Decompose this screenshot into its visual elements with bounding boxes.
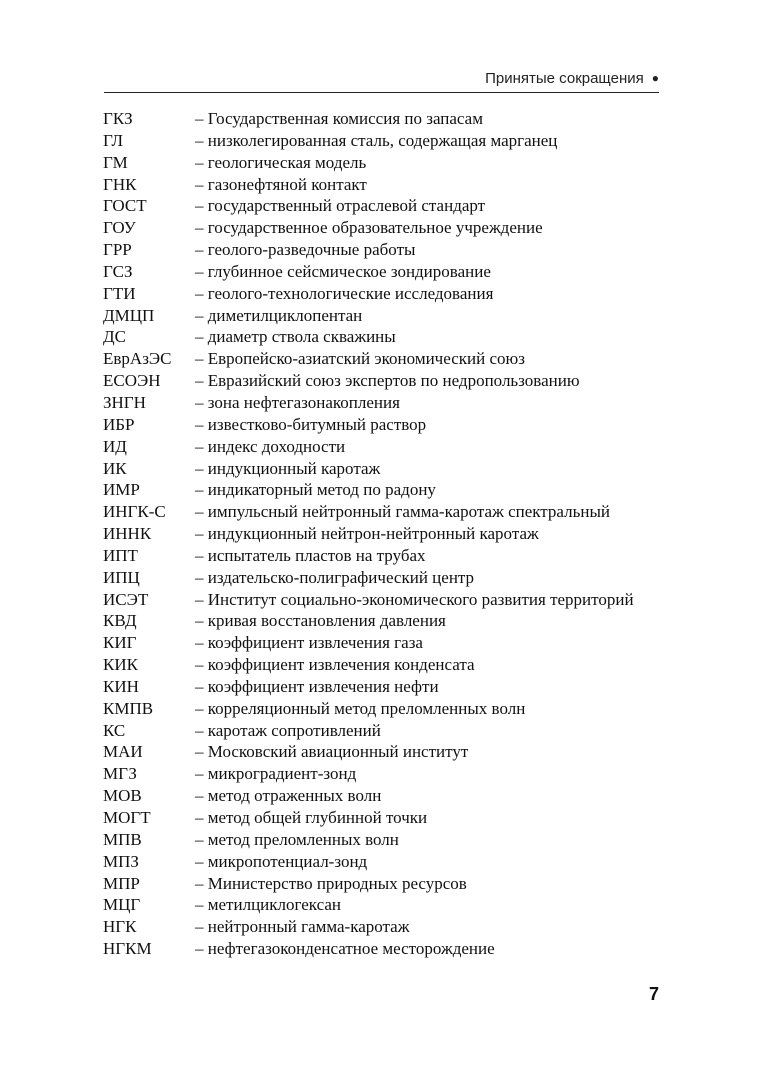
abbreviation-term: ИМР — [103, 480, 140, 500]
abbreviation-term: КМПВ — [103, 698, 154, 718]
abbreviation-definition: – геолого-технологические исследования — [195, 283, 494, 303]
abbreviation-definition: – Евразийский союз экспертов по недропользованию — [195, 371, 580, 391]
abbreviation-term: ЗНГН — [103, 392, 146, 412]
abbreviation-definition: – Институт социально-экономического развития территорий — [195, 589, 634, 609]
abbreviation-row — [103, 589, 673, 611]
abbreviation-term: НГКМ — [103, 939, 152, 959]
abbreviation-term: ЕСОЭН — [103, 371, 161, 391]
abbreviation-definition: – метод общей глубинной точки — [195, 808, 428, 827]
running-header-title: Принятые сокращения — [485, 70, 644, 87]
abbreviation-definition: – метод отраженных волн — [195, 786, 382, 806]
abbreviation-row — [103, 654, 673, 676]
abbreviation-row — [103, 479, 673, 501]
abbreviation-definition: – диметилциклопентан — [195, 305, 363, 325]
abbreviation-definition: – индикаторный метод по радону — [195, 480, 436, 500]
abbreviation-term: ДС — [103, 327, 126, 347]
abbreviation-term: МПЗ — [103, 851, 139, 871]
abbreviation-definition: – испытатель пластов на трубах — [195, 545, 426, 565]
abbreviation-row — [103, 501, 673, 523]
abbreviation-term: ИННК — [103, 524, 152, 544]
abbreviation-definition: – импульсный нейтронный гамма-каротаж спектральный — [195, 502, 610, 522]
abbreviation-term: ГРР — [103, 240, 132, 260]
abbreviation-term: ГНК — [103, 174, 137, 194]
running-header — [104, 64, 659, 93]
abbreviation-term: КВД — [103, 611, 137, 631]
abbreviation-definition: – государственный отраслевой стандарт — [195, 196, 486, 216]
abbreviation-term: КИК — [103, 655, 138, 675]
abbreviation-row — [103, 610, 673, 632]
abbreviation-row — [103, 741, 673, 763]
abbreviation-definition: – издательско-полиграфический центр — [195, 567, 475, 587]
abbreviation-definition: – Московский авиационный институт — [195, 742, 469, 762]
abbreviation-term: ЕврАзЭС — [103, 349, 172, 369]
abbreviation-row — [103, 239, 673, 261]
abbreviation-term: МЦГ — [103, 895, 141, 915]
abbreviation-row — [103, 785, 673, 807]
abbreviation-row — [103, 195, 673, 217]
abbreviation-row — [103, 807, 673, 829]
abbreviation-row — [103, 436, 673, 458]
abbreviation-row — [103, 720, 673, 742]
abbreviation-term: ИСЭТ — [103, 589, 149, 609]
abbreviation-definition: – государственное образовательное учреждение — [195, 218, 543, 238]
abbreviation-definition: – каротаж сопротивлений — [195, 720, 381, 740]
page-number: 7 — [648, 984, 659, 1004]
abbreviation-row — [103, 326, 673, 348]
abbreviation-row — [103, 108, 673, 130]
abbreviation-row — [103, 414, 673, 436]
abbreviation-row — [103, 545, 673, 567]
abbreviation-definition: – газонефтяной контакт — [195, 174, 367, 194]
abbreviation-definition: – микроградиент-зонд — [195, 764, 357, 784]
abbreviation-definition: – диаметр ствола скважины — [195, 327, 396, 347]
abbreviation-row — [103, 392, 673, 414]
abbreviation-term: ГОУ — [103, 218, 136, 238]
abbreviation-term: ГТИ — [103, 283, 136, 303]
abbreviation-row — [103, 938, 673, 960]
abbreviation-row — [103, 916, 673, 938]
abbreviation-row — [103, 305, 673, 327]
abbreviation-term: ГСЗ — [103, 261, 133, 281]
abbreviation-term: ГМ — [103, 152, 128, 172]
abbreviation-row — [103, 829, 673, 851]
abbreviation-term: МОВ — [103, 786, 142, 806]
abbreviation-row — [103, 174, 673, 196]
abbreviation-term: ГКЗ — [103, 109, 133, 128]
abbreviation-row — [103, 283, 673, 305]
abbreviation-definition: – микропотенциал-зонд — [195, 851, 368, 871]
abbreviation-term: ИБР — [103, 414, 135, 434]
abbreviation-row — [103, 894, 673, 916]
abbreviation-row — [103, 370, 673, 392]
abbreviation-row — [103, 851, 673, 873]
abbreviation-definition: – корреляционный метод преломленных волн — [195, 698, 526, 718]
abbreviation-definition: – коэффициент извлечения газа — [195, 633, 423, 653]
abbreviation-definition: – нейтронный гамма-каротаж — [195, 917, 410, 937]
abbreviation-definition: – кривая восстановления давления — [195, 611, 446, 631]
abbreviation-definition: – низколегированная сталь, содержащая марганец — [195, 130, 558, 150]
abbreviation-definition: – индукционный нейтрон-нейтронный каротаж — [195, 524, 539, 544]
abbreviation-definition: – геологическая модель — [195, 152, 367, 172]
abbreviation-row — [103, 458, 673, 480]
abbreviation-term: ИНГК-С — [103, 502, 166, 522]
abbreviation-term: ИПТ — [103, 545, 138, 565]
abbreviation-row — [103, 632, 673, 654]
abbreviation-row — [103, 523, 673, 545]
abbreviation-definition: – зона нефтегазонакопления — [195, 392, 400, 412]
abbreviation-row — [103, 130, 673, 152]
abbreviation-definition: – Европейско-азиатский экономический союз — [195, 349, 525, 369]
abbreviation-term: МОГТ — [103, 808, 151, 827]
abbreviation-definition: – индукционный каротаж — [195, 458, 381, 478]
abbreviation-row — [103, 567, 673, 589]
abbreviation-term: КИГ — [103, 633, 137, 653]
abbreviation-row — [103, 217, 673, 239]
abbreviation-definition: – коэффициент извлечения конденсата — [195, 655, 475, 675]
abbreviation-term: МАИ — [103, 742, 143, 762]
abbreviation-list — [103, 108, 673, 960]
abbreviation-definition: – нефтегазоконденсатное месторождение — [195, 939, 495, 959]
abbreviation-row — [103, 698, 673, 720]
abbreviation-definition: – метилциклогексан — [195, 895, 342, 915]
bullet-icon: ● — [651, 71, 659, 85]
abbreviation-term: ГОСТ — [103, 196, 147, 216]
abbreviation-definition: – Министерство природных ресурсов — [195, 873, 467, 893]
abbreviation-row — [103, 152, 673, 174]
abbreviation-definition: – глубинное сейсмическое зондирование — [195, 261, 491, 281]
abbreviation-term: МПВ — [103, 829, 142, 849]
abbreviation-definition: – индекс доходности — [195, 436, 346, 456]
abbreviation-term: МПР — [103, 873, 140, 893]
abbreviation-term: ИК — [103, 458, 127, 478]
abbreviation-term: ИПЦ — [103, 567, 140, 587]
abbreviation-term: МГЗ — [103, 764, 137, 784]
abbreviation-term: ИД — [103, 436, 127, 456]
abbreviation-definition: – Государственная комиссия по запасам — [195, 109, 483, 128]
abbreviation-definition: – метод преломленных волн — [195, 829, 399, 849]
abbreviation-definition: – коэффициент извлечения нефти — [195, 676, 439, 696]
abbreviation-row — [103, 676, 673, 698]
abbreviation-row — [103, 763, 673, 785]
abbreviation-definition: – известково-битумный раствор — [195, 414, 427, 434]
abbreviation-definition: – геолого-разведочные работы — [195, 240, 416, 260]
abbreviation-term: НГК — [103, 917, 137, 937]
abbreviation-term: КС — [103, 720, 126, 740]
abbreviation-term: КИН — [103, 676, 139, 696]
abbreviation-row — [103, 348, 673, 370]
abbreviation-row — [103, 261, 673, 283]
abbreviation-term: ГЛ — [103, 130, 124, 150]
abbreviation-term: ДМЦП — [103, 305, 155, 325]
abbreviation-row — [103, 873, 673, 895]
